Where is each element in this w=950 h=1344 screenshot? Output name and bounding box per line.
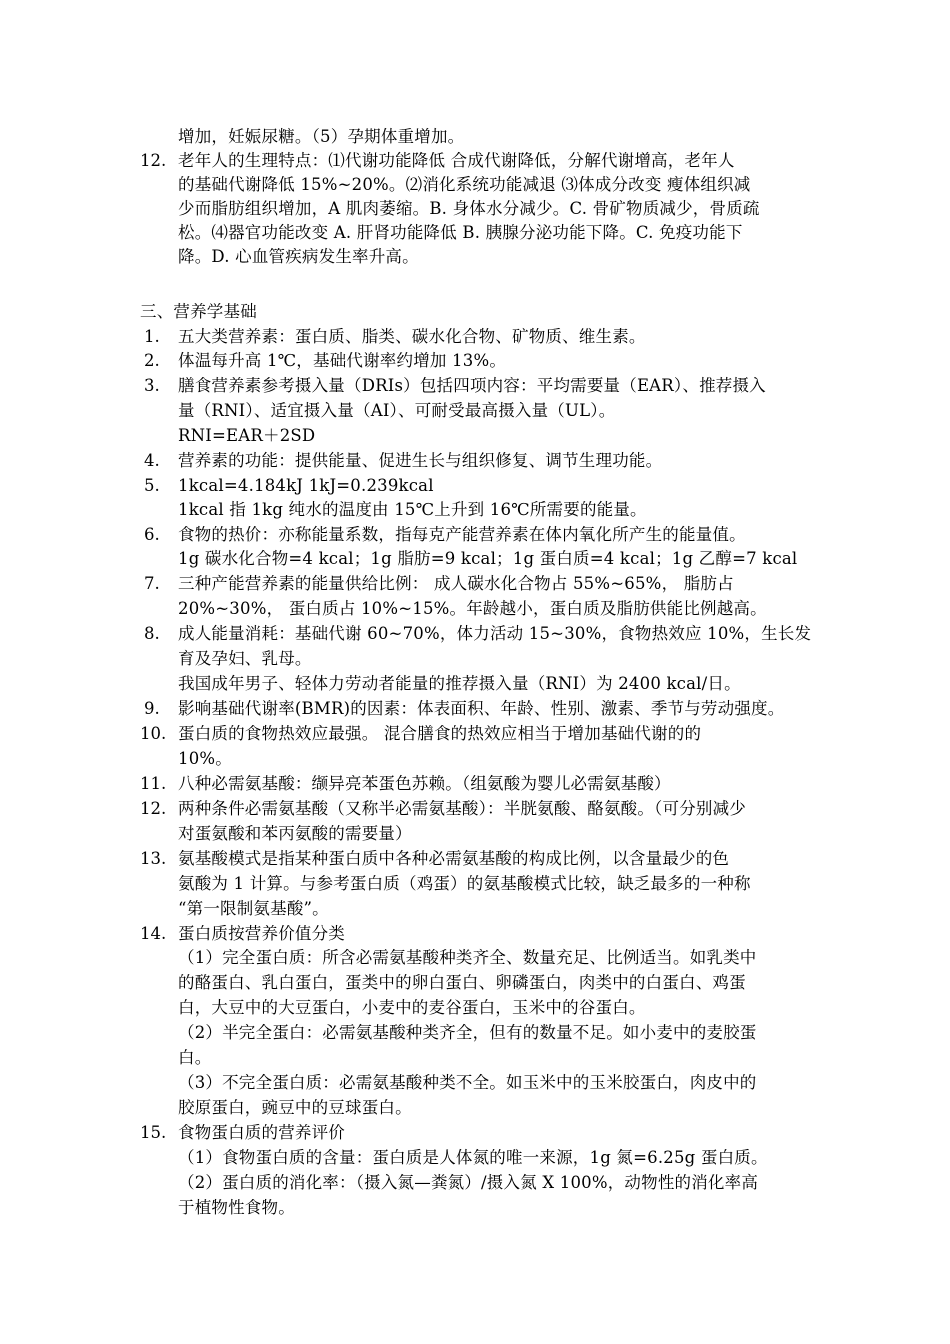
item-text-line: （1）完全蛋白质：所含必需氨基酸种类齐全、数量充足、比例适当。如乳类中: [178, 948, 757, 967]
item-text-line: 蛋白质按营养价值分类: [178, 924, 345, 943]
item-text-line: 松。⑷器官功能改变 A. 肝肾功能降低 B. 胰腺分泌功能下降。C. 免疫功能下: [178, 223, 743, 242]
item-text-line: 老年人的生理特点：⑴代谢功能降低 合成代谢降低，分解代谢增高，老年人: [178, 151, 735, 170]
item-number: 9.: [144, 699, 160, 718]
item-text-line: 蛋白质的食物热效应最强。 混合膳食的热效应相当于增加基础代谢的的: [178, 724, 702, 743]
item-text-line: 营养素的功能：提供能量、促进生长与组织修复、调节生理功能。: [178, 451, 663, 470]
item-text-line: 对蛋氨酸和苯丙氨酸的需要量）: [178, 824, 412, 843]
item-number: 15.: [140, 1123, 167, 1142]
item-text-line: 量（RNI）、适宜摄入量（AI）、可耐受最高摄入量（UL）。: [178, 401, 616, 420]
item-text-line: 成人能量消耗：基础代谢 60~70%，体力活动 15~30%，食物热效应 10%，生长发: [178, 624, 812, 643]
item-text-line: 氨基酸模式是指某种蛋白质中各种必需氨基酸的构成比例，以含量最少的色: [178, 849, 730, 868]
item-number: 4.: [144, 451, 160, 470]
item-text-line: 1kcal 指 1kg 纯水的温度由 15℃上升到 16℃所需要的能量。: [178, 500, 647, 519]
item-number: 10.: [140, 724, 167, 743]
item-number: 3.: [144, 376, 160, 395]
item-text-line: 体温每升高 1℃，基础代谢率约增加 13%。: [178, 351, 507, 370]
item-number: 5.: [144, 476, 160, 495]
item-number: 13.: [140, 849, 167, 868]
item-text-line: 1kcal=4.184kJ 1kJ=0.239kcal: [178, 476, 434, 495]
item-number: 1.: [144, 327, 160, 346]
item-text-line: （2）蛋白质的消化率：（摄入氮—粪氮）/摄入氮 X 100%，动物性的消化率高: [178, 1173, 759, 1192]
item-text-line: 五大类营养素：蛋白质、脂类、碳水化合物、矿物质、维生素。: [178, 327, 646, 346]
item-text-line: 白。: [178, 1048, 212, 1067]
item-text-line: “第一限制氨基酸”。: [178, 899, 329, 918]
item-text-line: 食物的热价：亦称能量系数，指每克产能营养素在体内氧化所产生的能量值。: [178, 525, 746, 544]
item-text-line: 食物蛋白质的营养评价: [178, 1123, 345, 1142]
item-text-line: 降。D. 心血管疾病发生率升高。: [178, 247, 419, 266]
item-number: 7.: [144, 574, 160, 593]
item-number: 12.: [140, 799, 167, 818]
item-text-line: 20%~30%， 蛋白质占 10%~15%。年龄越小，蛋白质及脂肪供能比例越高。: [178, 599, 767, 618]
item-number: 6.: [144, 525, 160, 544]
item-text-line: 的酪蛋白、乳白蛋白，蛋类中的卵白蛋白、卵磷蛋白，肉类中的白蛋白、鸡蛋: [178, 973, 746, 992]
item-text-line: 于植物性食物。: [178, 1198, 295, 1217]
item-text-line: （3）不完全蛋白质：必需氨基酸种类不全。如玉米中的玉米胶蛋白，肉皮中的: [178, 1073, 757, 1092]
item-text-line: 1g 碳水化合物=4 kcal；1g 脂肪=9 kcal；1g 蛋白质=4 kcal；1g 乙醇=7 kcal: [178, 549, 798, 568]
item-text-line: 八种必需氨基酸：缬异亮苯蛋色苏赖。（组氨酸为婴儿必需氨基酸）: [178, 774, 671, 793]
item-text-line: 白，大豆中的大豆蛋白，小麦中的麦谷蛋白，玉米中的谷蛋白。: [178, 998, 646, 1017]
item-number: 14.: [140, 924, 167, 943]
item-text-line: 影响基础代谢率(BMR)的因素：体表面积、年龄、性别、激素、季节与劳动强度。: [178, 699, 785, 718]
item-text-line: 的基础代谢降低 15%~20%。⑵消化系统功能减退 ⑶体成分改变 瘦体组织减: [178, 175, 751, 194]
item-text-line: RNI=EAR＋2SD: [178, 426, 316, 445]
continuation-line: 增加，妊娠尿糖。（5）孕期体重增加。: [178, 127, 465, 146]
item-text-line: （1）食物蛋白质的含量：蛋白质是人体氮的唯一来源，1g 氮=6.25g 蛋白质。: [178, 1148, 768, 1167]
item-text-line: 胶原蛋白，豌豆中的豆球蛋白。: [178, 1098, 412, 1117]
item-text-line: 我国成年男子、轻体力劳动者能量的推荐摄入量（RNI）为 2400 kcal/日。: [178, 674, 741, 693]
item-number: 11.: [140, 774, 167, 793]
item-text-line: 三种产能营养素的能量供给比例： 成人碳水化合物占 55%~65%， 脂肪占: [178, 574, 734, 593]
item-number: 2.: [144, 351, 160, 370]
item-text-line: 育及孕妇、乳母。: [178, 649, 312, 668]
item-number: 8.: [144, 624, 160, 643]
item-text-line: 氨酸为 1 计算。与参考蛋白质（鸡蛋）的氨基酸模式比较，缺乏最多的一种称: [178, 874, 751, 893]
section-heading: 三、营养学基础: [140, 302, 257, 321]
item-text-line: （2）半完全蛋白：必需氨基酸种类齐全，但有的数量不足。如小麦中的麦胶蛋: [178, 1023, 757, 1042]
item-number: 12.: [140, 151, 167, 170]
item-text-line: 膳食营养素参考摄入量（DRIs）包括四项内容：平均需要量（EAR）、推荐摄入: [178, 376, 766, 395]
item-text-line: 少而脂肪组织增加，A 肌肉萎缩。B. 身体水分减少。C. 骨矿物质减少，骨质疏: [178, 199, 760, 218]
item-text-line: 两种条件必需氨基酸（又称半必需氨基酸）：半胱氨酸、酪氨酸。（可分别减少: [178, 799, 746, 818]
item-text-line: 10%。: [178, 749, 232, 768]
